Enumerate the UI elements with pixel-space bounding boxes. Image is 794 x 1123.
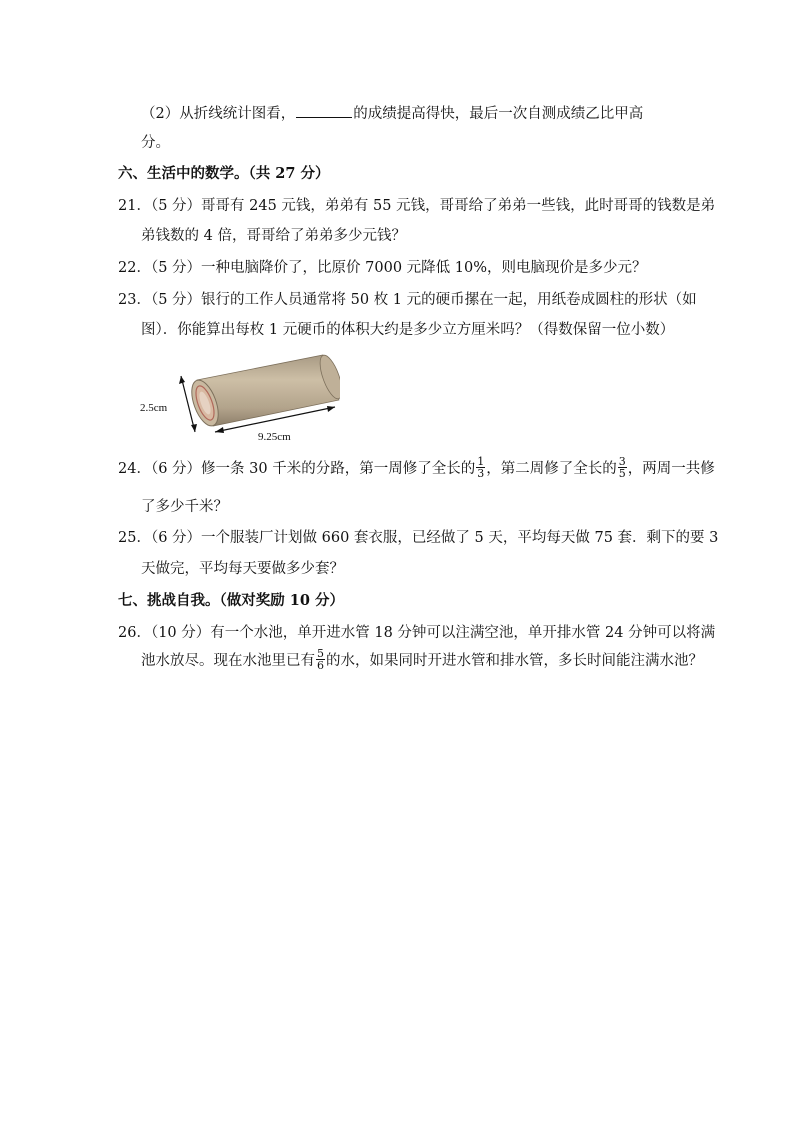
q24-line2: 了多少千米？ [141,499,228,515]
fraction-three-fifths: $\frac{3}{5}$ [618,454,626,480]
q20-part2-line1 [141,103,643,124]
fraction-one-third: $\frac{1}{3}$ [477,454,485,480]
q25-line1: 25．（6 分）一个服装厂计划做 660 套衣服，已经做了 5 天，平均每天做 75 套．剩下的要 3 [118,530,719,546]
answer-blank[interactable] [296,103,352,118]
length-label: 9.25cm [258,431,291,443]
q23-line2: 图）．你能算出每枚 1 元硬币的体积大约是多少立方厘米吗？（得数保留一位小数） [141,322,675,338]
q22-line1: 22．（5 分）一种电脑降价了，比原价 7000 元降低 10%，则电脑现价是多少元？ [118,260,647,276]
q20-part2-text-b: 的成绩提高得快，最后一次自测成绩乙比甲高 [353,106,644,122]
diameter-label: 2.5cm [140,402,168,414]
q21-line1: 21．（5 分）哥哥有 245 元钱，弟弟有 55 元钱，哥哥给了弟弟一些钱，此时哥哥的钱数是弟 [118,198,716,214]
fraction-five-sixths: $\frac{5}{6}$ [317,646,324,672]
q23-line1: 23．（5 分）银行的工作人员通常将 50 枚 1 元的硬币摞在一起，用纸卷成圆柱的形状（如 [118,292,697,308]
q20-part2-line2: 分。 [141,135,170,151]
q26-text-b: 的水，如果同时开进水管和排水管，多长时间能注满水池？ [326,653,703,669]
section-6-title: 六、生活中的数学。（共 27 分） [118,165,330,182]
q26-line2 [141,648,703,674]
q24-text-b: ，第二周修了全长的 [486,461,617,477]
coin-roll-illustration [135,352,340,444]
q26-text-a: 池水放尽。现在水池里已有 [141,653,315,669]
q24-line1 [118,456,715,482]
q21-line2: 弟钱数的 4 倍，哥哥给了弟弟多少元钱？ [141,228,406,244]
q25-line2: 天做完，平均每天要做多少套？ [141,561,344,577]
paper-tube [186,353,340,430]
q24-text-c: ，两周一共修 [627,461,715,477]
coin-roll-figure [135,352,340,444]
section-7-title: 七、挑战自我。（做对奖励 10 分） [118,592,345,609]
q24-text-a: 24．（6 分）修一条 30 千米的分路，第一周修了全长的 [118,461,476,477]
q20-part2-text-a: （2）从折线统计图看， [141,106,296,122]
q26-line1: 26．（10 分）有一个水池，单开进水管 18 分钟可以注满空池，单开排水管 24 分钟可以将满 [118,625,716,641]
